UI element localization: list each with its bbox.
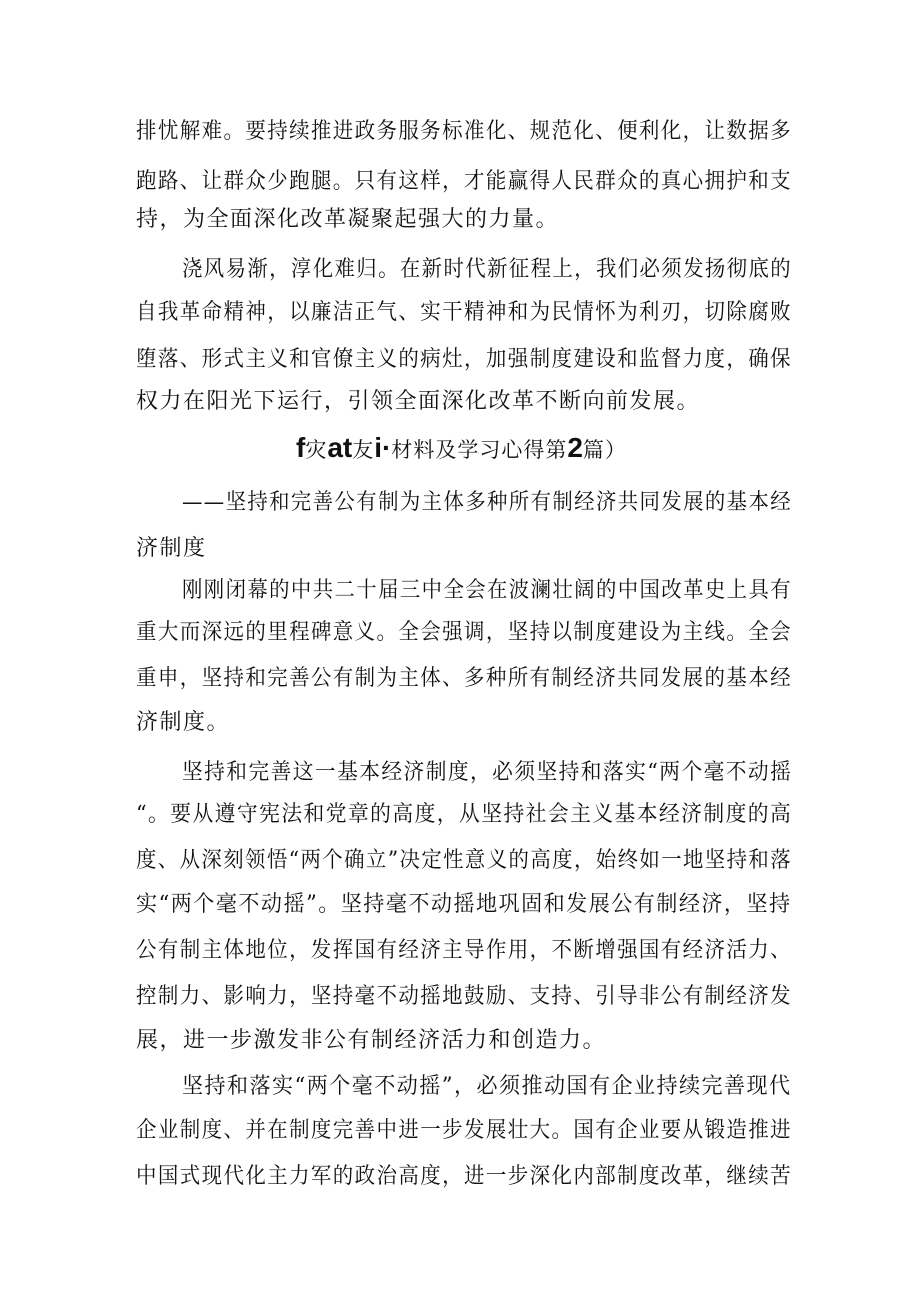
paragraph-2-line-2: 自我革命精神，以廉洁正气、实干精神和为民情怀为利刃，切除腐败 — [136, 300, 793, 325]
paragraph-3-line-4: 济制度。 — [136, 710, 231, 735]
paragraph-4-line-7: 展，进一步激发非公有制经济活力和创造力。 — [136, 1028, 607, 1053]
paragraph-2-line-1: 浇风易渐，淳化难归。在新时代新征程上，我们必须发扬彻底的 — [182, 257, 793, 282]
paragraph-4-line-5: 公有制主体地位，发挥国有经济主导作用，不断增强国有经济活力、 — [136, 938, 793, 963]
paragraph-5-line-2: 企业制度、并在制度完善中进一步发展壮大。国有企业要从锻造推进 — [136, 1118, 793, 1143]
heading-part-7: 2 — [567, 432, 583, 463]
paragraph-2-line-3: 堕落、形式主义和官僚主义的病灶，加强制度建设和监督力度，确保 — [136, 347, 793, 372]
paragraph-4-line-3: 度、从深刻领悟“两个确立”决定性意义的高度，始终如一地坚持和落 — [136, 848, 793, 873]
paragraph-1-line-3: 持，为全面深化改革凝聚起强大的力量。 — [136, 207, 560, 232]
subtitle-line-1: ——坚持和完善公有制为主体多种所有制经济共同发展的基本经 — [182, 490, 793, 515]
heading-part-8: 篇） — [582, 438, 627, 462]
paragraph-5-line-3: 中国式现代化主力军的政治高度，进一步深化内部制度改革，继续苦 — [136, 1164, 793, 1189]
paragraph-4-line-6: 控制力、影响力，坚持毫不动摇地鼓励、支持、引导非公有制经济发 — [136, 984, 793, 1009]
paragraph-2-line-4: 权力在阳光下运行，引领全面深化改革不断向前发展。 — [136, 389, 701, 414]
paragraph-4-line-4: 实“两个毫不动摇”。坚持毫不动摇地巩固和发展公有制经济，坚持 — [136, 892, 792, 917]
section-heading — [296, 432, 627, 466]
heading-part-2: 灾 — [305, 438, 328, 462]
heading-part-3: at — [327, 432, 353, 463]
paragraph-4-line-2: “。要从遵守宪法和党章的高度，从坚持社会主义基本经济制度的高 — [136, 802, 793, 827]
paragraph-1-line-1: 排忧解难。要持续推进政务服务标准化、规范化、便利化，让数据多 — [136, 119, 793, 144]
subtitle-line-2: 济制度 — [136, 536, 207, 561]
heading-part-4: 友 — [352, 438, 375, 462]
paragraph-3-line-2: 重大而深远的里程碑意义。全会强调，坚持以制度建设为主线。全会 — [136, 620, 793, 645]
paragraph-3-line-3: 重申，坚持和完善公有制为主体、多种所有制经济共同发展的基本经 — [136, 666, 793, 691]
paragraph-5-line-1: 坚持和落实“两个毫不动摇”，必须推动国有企业持续完善现代 — [182, 1074, 792, 1099]
paragraph-3-line-1: 刚刚闭幕的中共二十届三中全会在波澜壮阔的中国改革史上具有 — [182, 578, 793, 603]
heading-part-5: i· — [374, 432, 392, 463]
paragraph-4-line-1: 坚持和完善这一基本经济制度，必须坚持和落实“两个毫不动摇 — [182, 760, 793, 785]
heading-part-1: f — [296, 432, 306, 463]
paragraph-1-line-2: 跑路、让群众少跑腿。只有这样，才能赢得人民群众的真心拥护和支 — [136, 169, 793, 194]
heading-part-6: 材料及学习心得第 — [391, 438, 568, 462]
